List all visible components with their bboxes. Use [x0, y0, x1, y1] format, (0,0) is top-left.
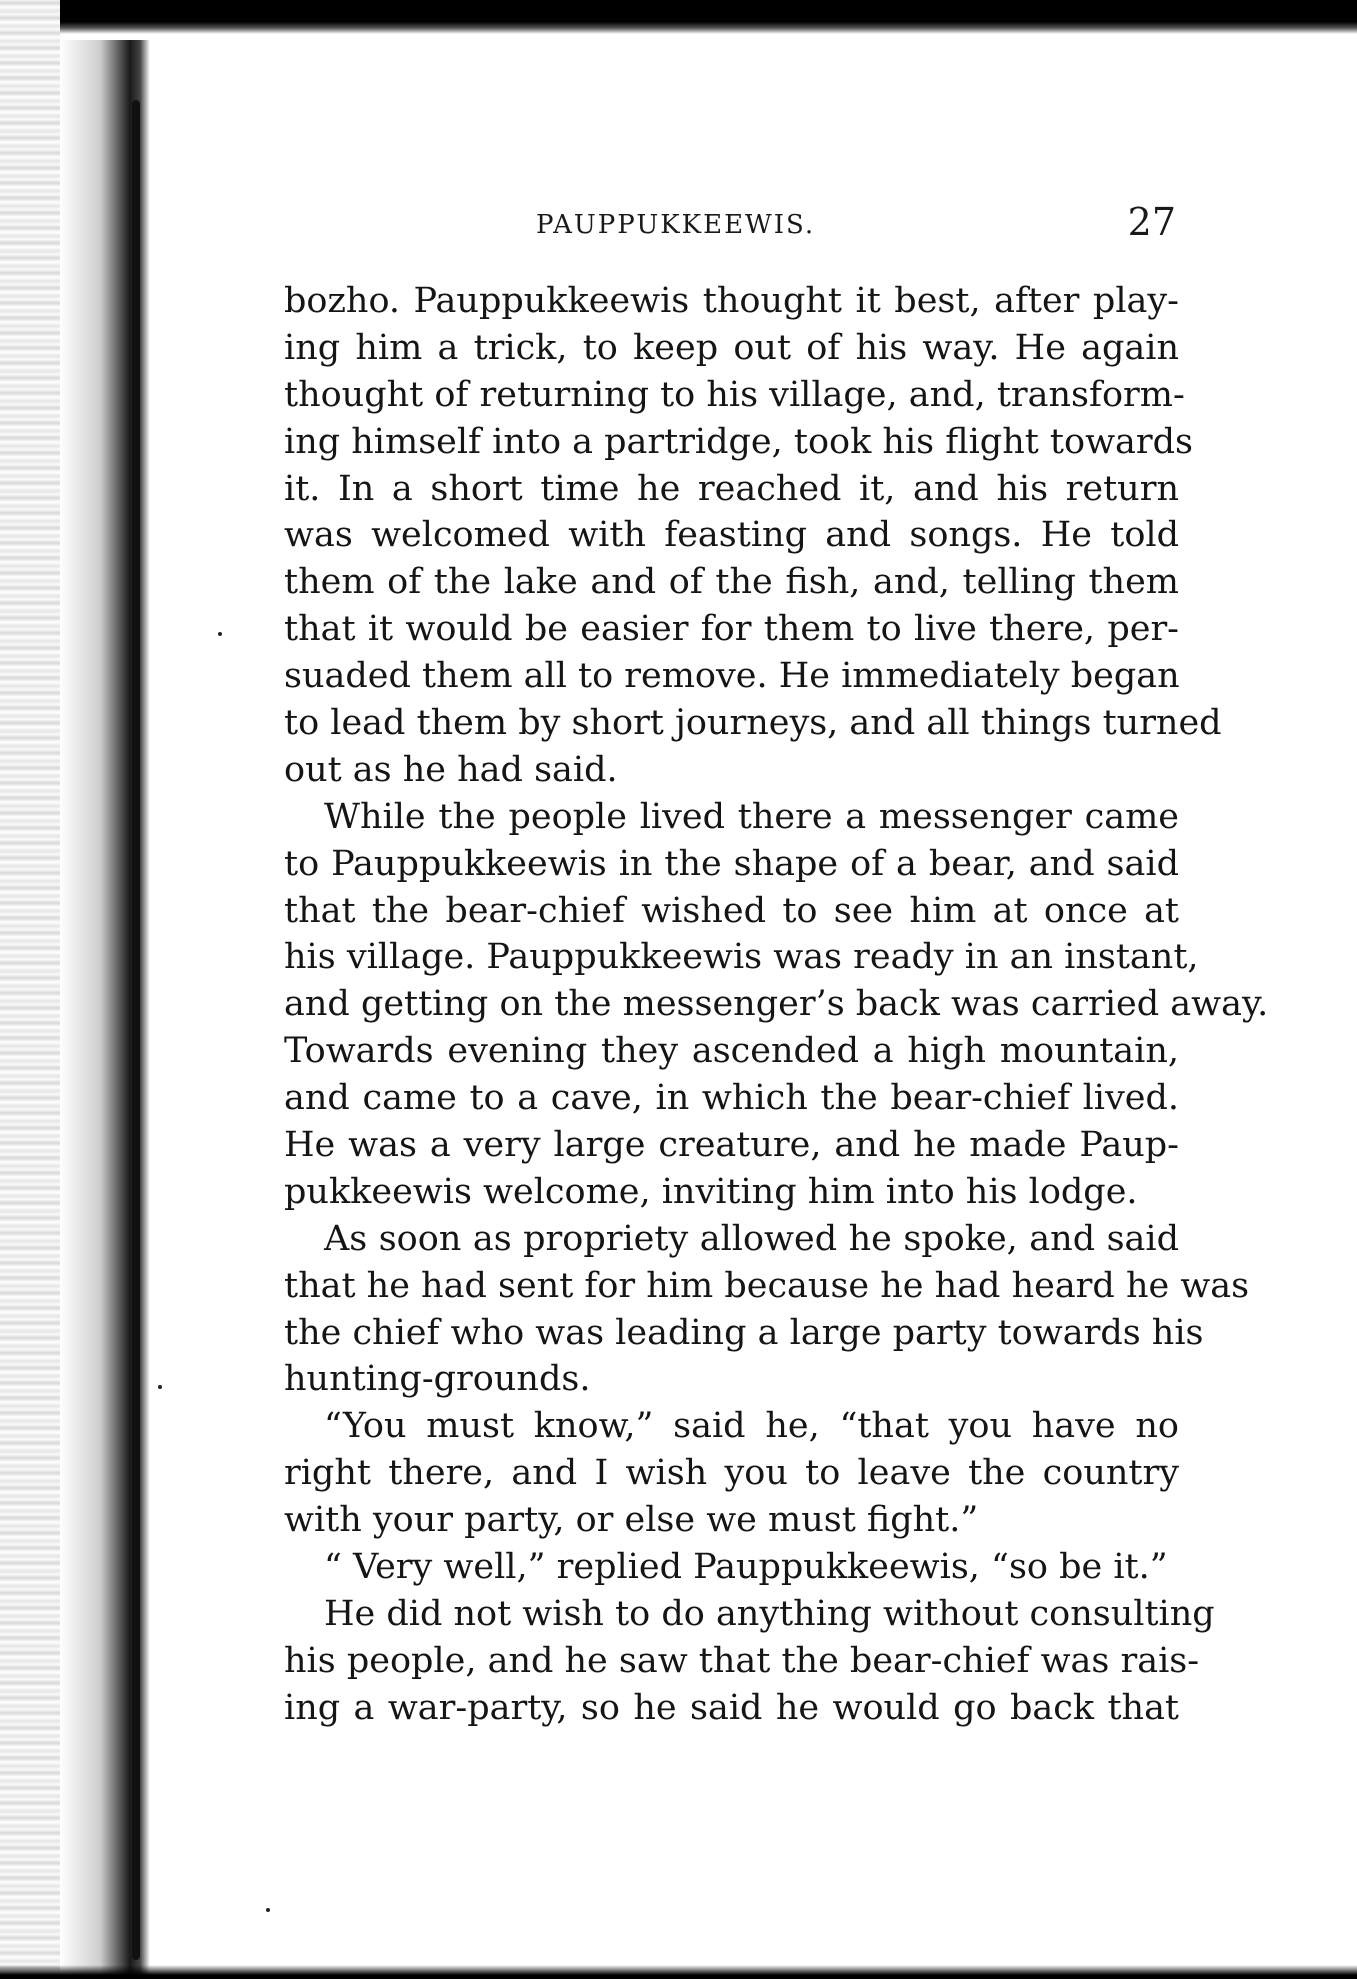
scan-left-edge	[0, 0, 60, 1979]
text-line: ing a war-party, so he said he would go back that	[284, 1687, 1179, 1728]
scan-speck	[218, 632, 222, 636]
text-line: “You must know,” said he, “that you have no	[324, 1406, 1179, 1447]
text-line: that the bear-chief wished to see him at once at	[284, 890, 1179, 931]
text-line: it. In a short time he reached it, and his return	[284, 468, 1179, 509]
scan-speck	[158, 1385, 162, 1389]
text-line: ing him a trick, to keep out of his way. He again	[284, 327, 1179, 368]
text-line: Towards evening they ascended a high mountain,	[284, 1031, 1179, 1072]
running-head	[280, 200, 1180, 250]
text-line: While the people lived there a messenger came	[324, 796, 1179, 837]
text-line: pukkeewis welcome, inviting him into his lodge.	[284, 1171, 1138, 1212]
book-spine-line	[132, 100, 140, 1960]
text-line: out as he had said.	[284, 749, 618, 790]
text-line: his people, and he saw that the bear-chief was rais-	[284, 1640, 1200, 1681]
text-line: hunting-grounds.	[284, 1359, 591, 1400]
text-line: and getting on the messenger’s back was carried away.	[284, 984, 1269, 1025]
running-head-title: PAUPPUKKEEWIS.	[536, 210, 816, 240]
text-line: that it would be easier for them to live there, per-	[284, 609, 1179, 650]
text-line: right there, and I wish you to leave the country	[284, 1453, 1179, 1494]
text-line: that he had sent for him because he had heard he was	[284, 1265, 1250, 1306]
text-line: He was a very large creature, and he made Paup-	[284, 1125, 1179, 1166]
text-line: with your party, or else we must fight.”	[284, 1500, 979, 1541]
page-number: 27	[1127, 200, 1176, 244]
scan-speck	[266, 1908, 270, 1912]
text-line: As soon as propriety allowed he spoke, and said	[324, 1218, 1179, 1259]
text-line: was welcomed with feasting and songs. He told	[284, 515, 1179, 556]
text-line: bozho. Pauppukkeewis thought it best, after play-	[284, 281, 1179, 321]
text-line: ing himself into a partridge, took his flight towards	[284, 421, 1193, 462]
text-line: to lead them by short journeys, and all things turned	[284, 703, 1222, 744]
text-line: thought of returning to his village, and, transform-	[284, 374, 1185, 415]
text-line: “ Very well,” replied Pauppukkeewis, “so be it.”	[324, 1547, 1168, 1588]
scan-bottom-edge	[0, 1965, 1357, 1979]
text-line: his village. Pauppukkeewis was ready in an instant,	[284, 937, 1199, 978]
text-line: and came to a cave, in which the bear-chief lived.	[284, 1078, 1179, 1119]
text-line: He did not wish to do anything without consulting	[324, 1593, 1215, 1634]
text-line: the chief who was leading a large party towards his	[284, 1312, 1204, 1353]
body-text	[284, 278, 1269, 1732]
scan-top-edge	[0, 0, 1357, 34]
text-line: to Pauppukkeewis in the shape of a bear, and said	[284, 843, 1179, 884]
text-line: them of the lake and of the fish, and, telling them	[284, 562, 1179, 603]
text-line: suaded them all to remove. He immediately began	[284, 656, 1180, 697]
